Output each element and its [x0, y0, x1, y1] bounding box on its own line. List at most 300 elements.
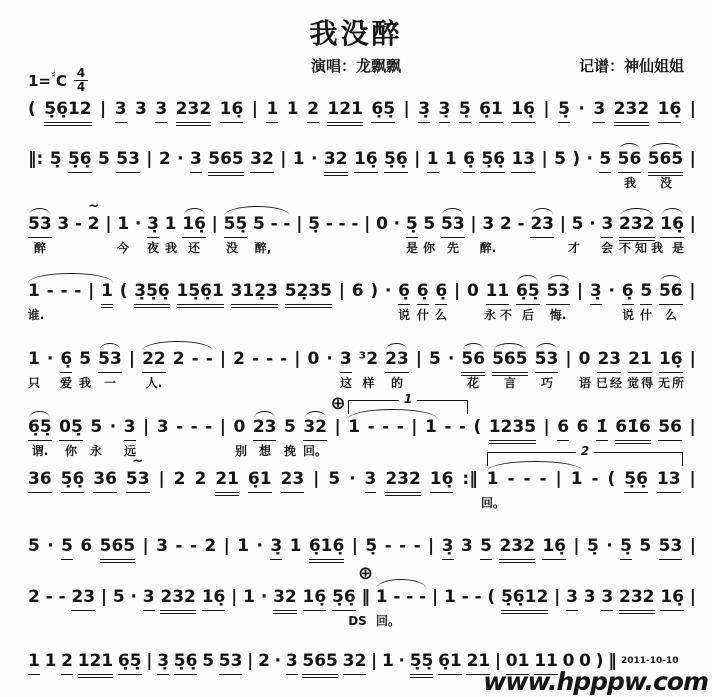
meter-upper: 4 [74, 67, 88, 81]
key-tonic: C [55, 71, 67, 90]
note-token: 15̣6̣1 [177, 282, 224, 308]
barline: · [349, 469, 356, 489]
barline: ) [595, 651, 604, 671]
barline: - [45, 587, 53, 607]
barline: - [205, 349, 213, 369]
barline: | [146, 651, 153, 671]
note-token: 1 [424, 417, 437, 437]
lyric-syllable: 爱 [59, 376, 73, 390]
barline: | [573, 536, 580, 556]
note-token: 13 [657, 470, 681, 493]
barline: - [406, 587, 414, 607]
barline: - [507, 469, 515, 489]
meter-lower: 4 [76, 80, 86, 95]
note-token: 16̣ [354, 150, 378, 173]
note-token: 3 [601, 215, 613, 238]
note-token: 5̣6̣ [384, 150, 408, 173]
note-token: 53 [535, 350, 559, 373]
note-token: ~ 2 [88, 215, 100, 237]
barline: - [280, 349, 288, 369]
note-token: 565 [100, 537, 136, 563]
note-token: 121 [327, 100, 363, 126]
note-token: 11 [486, 282, 510, 305]
barline: - [591, 469, 599, 489]
note-token: 11 [534, 652, 558, 675]
barline: · [274, 651, 282, 671]
slur-mark [224, 206, 290, 216]
lyric-syllable: 已 [595, 376, 609, 390]
note-token: 5̣6̣ [481, 150, 505, 173]
note-token: 1 [348, 417, 361, 437]
note-token: 23 [597, 350, 621, 373]
note-token: 1235 [489, 418, 536, 444]
lyric-syllable: 回。 [302, 444, 328, 458]
note-token: 6̣5̣ [516, 282, 540, 305]
note-token: 1 [28, 349, 40, 369]
notation-line-4 [27, 281, 696, 322]
barline: · [384, 281, 392, 301]
lyric-syllable: 后 [521, 308, 535, 322]
note-token: 1̇ [596, 418, 608, 441]
lyric-syllable: 什 [416, 308, 430, 322]
barline: · [256, 536, 263, 556]
barline: | [128, 349, 136, 369]
note-token: 36 [93, 470, 117, 493]
note-token: 3 [583, 587, 596, 607]
barline: | [689, 469, 696, 489]
barline: | [158, 469, 165, 489]
note-token: 0 [376, 214, 388, 234]
note-token: 1 [117, 214, 130, 234]
note-token: 1 [375, 587, 388, 607]
note-token: 53 [219, 652, 243, 675]
note-token: 16̣ [220, 100, 244, 123]
note-token: 1 [427, 150, 439, 173]
barline: · [393, 214, 401, 234]
note-token: 1 [286, 99, 299, 119]
note-token: 1 [237, 536, 250, 556]
note-token: 3 [57, 214, 70, 234]
note-token: 5̣6̣ [174, 652, 198, 675]
lyric-syllable: 永 [483, 308, 497, 322]
notation-line-10 [28, 652, 617, 678]
note-token: 53 [28, 215, 52, 238]
note-token: 3 [135, 99, 147, 119]
barline: ) [572, 149, 581, 169]
note-token: 16̣ [658, 100, 682, 123]
lyric-syllable: 么 [664, 308, 678, 322]
barline: | [334, 417, 341, 437]
lyric-syllable: 言 [503, 376, 517, 390]
barline: | [470, 214, 477, 234]
note-token: 53 [441, 215, 465, 238]
barline: - [517, 214, 525, 234]
note-token: 2 [233, 349, 245, 369]
time-signature [74, 67, 88, 94]
note-token: 32 [250, 150, 274, 173]
note-token: 01 [506, 652, 530, 675]
barline: | [428, 536, 435, 556]
note-token: 0 [307, 349, 320, 369]
note-token: 53 [98, 350, 122, 373]
barline: | [231, 587, 238, 607]
note-token: 6̣ [417, 282, 429, 305]
note-token: 5 [98, 149, 110, 169]
note-token: 16̣ [303, 588, 327, 611]
note-token: 5̣ [365, 536, 378, 556]
lyric-syllable: 永 [89, 444, 103, 458]
note-token: 1 [444, 149, 457, 169]
note-token: 3 [190, 150, 202, 173]
barline: ) [370, 281, 379, 301]
barline: - [251, 349, 260, 369]
lyric-syllable: 我 [164, 241, 178, 255]
note-token: 565 [492, 350, 528, 376]
barline: - [384, 536, 392, 556]
barline: · [447, 349, 455, 369]
note-token: 3 [143, 588, 155, 611]
note-token: 16̣ [202, 588, 226, 611]
note-token: 5 [253, 214, 265, 234]
notation-line-7 [28, 444, 696, 510]
barline: - [444, 417, 452, 437]
note-token: 5̣ [406, 215, 418, 238]
barline: | [494, 651, 502, 671]
note-token: 1 [266, 100, 278, 123]
note-token: 5 [429, 349, 441, 369]
lyric-syllable: 悔. [549, 308, 567, 322]
note-token: 3̣ [439, 100, 451, 123]
note-token: 1 [570, 469, 583, 489]
barline: · [326, 349, 333, 369]
lyric-syllable: 今 [116, 241, 130, 255]
barline: ( [119, 281, 128, 301]
note-token: 6 [576, 417, 589, 437]
note-token: 312̣3 [231, 282, 278, 308]
barline: | [211, 214, 218, 234]
note-token: 5 [283, 417, 296, 437]
barline: :‖ [462, 469, 478, 489]
note-token: 16̣ [660, 588, 684, 611]
note-token: 3 [115, 100, 127, 123]
note-token: 3 [601, 588, 613, 611]
barline: - [74, 281, 82, 301]
note-token: 6 [351, 281, 364, 301]
note-token: 5̣6̣12 [501, 588, 548, 614]
sharp-icon: ♯ [51, 70, 56, 82]
note-token: 6 [80, 536, 93, 556]
note-token: 3̣ [270, 537, 282, 560]
barline: | [555, 469, 562, 489]
note-token: 32 [324, 150, 348, 176]
barline: | [689, 214, 696, 234]
barline: - [46, 281, 54, 301]
notation-line-1 [28, 100, 696, 126]
note-token: 565 [302, 652, 338, 678]
lyric-syllable: 没 [225, 241, 239, 255]
note-token: 5̣6̣ [68, 150, 92, 173]
barline: ‖ [608, 651, 617, 671]
lyric-syllable: 你 [64, 444, 78, 458]
note-token: 6̣1 [248, 470, 272, 493]
note-token: 5 [480, 537, 492, 560]
volta-label: 2 [576, 445, 594, 459]
barline: · [177, 149, 184, 169]
notation-line-5 [27, 349, 696, 390]
note-token: 23 [530, 215, 554, 238]
note-token: 6̣ [398, 282, 410, 305]
barline: - [283, 214, 291, 234]
barline: - [270, 214, 278, 234]
lyric-syllable: 无 [657, 376, 671, 390]
note-token: 1 [28, 652, 40, 675]
barline: - [523, 469, 531, 489]
note-token: 16̣ [182, 215, 206, 238]
barline: - [396, 417, 404, 437]
barline: | [105, 214, 112, 234]
note-token: ~ 53 [126, 470, 150, 493]
date-stamp: 2011-10-10 [621, 656, 679, 666]
lyric-syllable: 会 [600, 241, 614, 255]
barline: | [689, 281, 696, 301]
lyric-syllable: 的 [390, 376, 404, 390]
note-token: 3 [286, 652, 298, 675]
note-token: 21 [215, 470, 239, 496]
note-token: 232 [619, 588, 655, 614]
lyric-syllable: 谁. [27, 308, 45, 322]
note-token: 3 [340, 350, 352, 373]
note-token: 5̣ [558, 100, 570, 123]
barline: | [100, 587, 108, 607]
barline: ( [487, 587, 496, 607]
note-token: 3 [155, 100, 167, 123]
note-token: 16̣ [430, 470, 454, 493]
note-token: 32 [343, 652, 367, 675]
note-token: 61̇6 [615, 418, 651, 444]
note-token: 6̣ [60, 350, 72, 373]
note-token: 2 [158, 149, 171, 169]
lyric-syllable: 这 [339, 376, 353, 390]
key-prefix: 1= [28, 71, 52, 90]
barline: | [565, 349, 572, 369]
barline: - [191, 349, 199, 369]
barline: ‖ [361, 587, 370, 607]
note-token: 1 [243, 587, 256, 607]
note-token: 565 [648, 150, 684, 176]
barline: - [539, 469, 547, 489]
note-token: 6̣5̣ [118, 652, 142, 675]
note-token: 56 [618, 150, 642, 173]
barline: ( [28, 99, 36, 119]
barline: | [554, 587, 561, 607]
barline: | [223, 536, 230, 556]
note-token: 3 [482, 214, 495, 234]
barline: · [586, 149, 593, 169]
lyric-syllable: 远 [123, 444, 137, 458]
note-token: 23 [281, 470, 305, 493]
note-token: 3 [593, 100, 605, 123]
note-token: 0 [233, 417, 246, 437]
barline: | [351, 536, 358, 556]
note-token: 5̣ [587, 536, 599, 556]
barline: | [432, 587, 439, 607]
lyric-syllable: 想 [258, 444, 272, 458]
lyric-syllable: 知 [634, 241, 648, 255]
barline: - [351, 214, 359, 234]
notation-line-9 [28, 563, 696, 628]
barline: ‖: [28, 149, 44, 169]
barline: · [606, 536, 613, 556]
lyric-syllable: 才 [567, 241, 581, 255]
note-token: 2 [28, 587, 40, 607]
note-token: 5 [61, 537, 73, 560]
note-token: 53 [116, 150, 140, 173]
note-token: 565 [208, 150, 244, 176]
barline: - [60, 281, 68, 301]
note-token: 52̣35 [285, 282, 332, 308]
note-token: 1 [292, 149, 305, 169]
barline: - [58, 587, 66, 607]
note-token: 3 [124, 418, 136, 441]
note-token: 232 [176, 100, 212, 126]
barline: | [280, 149, 287, 169]
barline: | [576, 281, 584, 301]
note-token: 1 [486, 469, 499, 489]
watermark-url: www.hpppw.com [483, 667, 708, 696]
lyric-syllable: 花 [466, 376, 480, 390]
barline: · [311, 149, 318, 169]
song-title: 我没醉 [309, 17, 403, 50]
lyric-syllable: 说 [621, 308, 635, 322]
note-token: 5̣ [49, 149, 62, 169]
lyric-syllable: 别 [234, 444, 248, 458]
note-token: 232 [499, 537, 535, 563]
lyric-syllable: 没 [659, 176, 673, 190]
barline: · [578, 99, 585, 119]
note-token: 3 [156, 536, 168, 556]
note-token: 3̣ [442, 537, 454, 560]
lyric-syllable: 夜 [146, 241, 160, 255]
lyric-syllable: 我 [623, 176, 637, 190]
note-token: 232 [160, 588, 196, 614]
note-token: 5̣ [308, 214, 320, 234]
lyric-syllable: 不 [499, 308, 513, 322]
barline: | [689, 417, 696, 437]
barline: - [266, 349, 274, 369]
barline: | [689, 349, 696, 369]
note-token: 5 [112, 587, 125, 607]
volta-label: 1 [399, 393, 417, 407]
note-token: 6̣ [622, 282, 634, 305]
lyric-syllable: 不 [618, 241, 632, 255]
lyric-syllable: 觉 [626, 376, 640, 390]
barline: | [338, 281, 345, 301]
lyric-syllable: 醉, [254, 241, 272, 255]
barline: · [398, 651, 405, 671]
barline: · [109, 417, 117, 437]
note-token: 21 [466, 652, 490, 675]
note-token: 53 [659, 537, 683, 560]
coda-icon: ⊕ [330, 393, 346, 414]
note-token: 6̣ [435, 282, 447, 305]
note-token: 23 [71, 588, 95, 611]
lyric-syllable: 语 [578, 376, 592, 390]
lyric-syllable: 先 [446, 241, 460, 255]
barline: | [296, 214, 303, 234]
note-token: 232 [619, 215, 655, 241]
note-token: 53 [546, 282, 570, 305]
barline: | [247, 651, 254, 671]
note-token: 3 [566, 588, 578, 611]
notation-line-3 [28, 214, 696, 255]
note-token: 3̣ [590, 282, 602, 305]
lyric-syllable: 我 [650, 241, 664, 255]
note-token: 6 [557, 418, 569, 441]
barline: | [371, 651, 378, 671]
note-token: 5 [639, 536, 652, 556]
barline: | [219, 349, 227, 369]
note-token: 56 [659, 282, 683, 305]
note-token: 5̣6̣ [332, 588, 356, 611]
barline: | [143, 417, 150, 437]
barline: · [589, 214, 596, 234]
barline: - [74, 214, 83, 234]
barline: ( [607, 469, 616, 489]
notator-credit: 记谱：神仙姐姐 [578, 57, 684, 75]
lyric-syllable: 只 [27, 376, 41, 390]
barline: | [689, 99, 696, 119]
note-token: 5 [571, 214, 584, 234]
barline: | [294, 349, 301, 369]
note-token: 3̣ [418, 100, 430, 123]
note-token: 5 [90, 417, 103, 437]
note-token: 2 [173, 469, 186, 489]
barline: - [399, 536, 407, 556]
lyric-syllable: DS [348, 614, 367, 628]
barline: | [543, 99, 550, 119]
lyric-syllable: 醉. [479, 241, 497, 255]
barline: | [251, 99, 258, 119]
barline: - [419, 587, 427, 607]
note-token: 36 [28, 470, 52, 493]
note-token: 1 [381, 651, 394, 671]
barline: | [146, 149, 153, 169]
note-token: 13 [511, 150, 535, 173]
note-token: 6̣16̣ [309, 537, 345, 563]
barline: · [47, 536, 54, 556]
note-token: 23 [385, 350, 409, 373]
note-token: 2 [258, 651, 270, 671]
barline: · [134, 214, 142, 234]
note-token: 32 [273, 588, 297, 614]
barline: | [559, 214, 566, 234]
barline: - [382, 417, 390, 437]
note-token: 121 [78, 652, 114, 678]
lyric-syllable: 还 [187, 241, 201, 255]
notation-line-6 [28, 392, 696, 458]
note-token: 3 [156, 417, 169, 437]
barline: - [175, 536, 183, 556]
note-token: 6̣5̣ [28, 418, 52, 441]
note-token: 16̣ [542, 537, 566, 560]
barline: - [190, 417, 198, 437]
barline: | [313, 469, 320, 489]
barline: · [130, 587, 137, 607]
barline: | [689, 587, 696, 607]
note-token: 5 [599, 150, 611, 173]
note-token: 5̣5̣ [410, 652, 434, 678]
note-token: 1 [289, 536, 302, 556]
